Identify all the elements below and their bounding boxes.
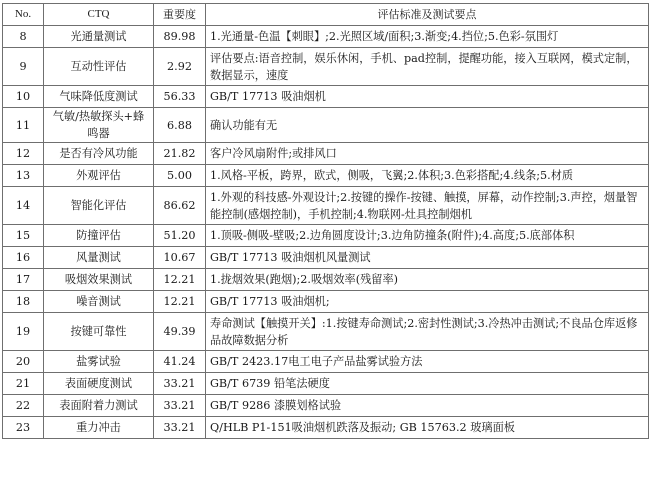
cell-weight: 12.21	[154, 269, 206, 291]
cell-criteria: GB/T 17713 吸油烟机	[206, 86, 649, 108]
table-row	[3, 351, 649, 373]
cell-weight: 2.92	[154, 48, 206, 86]
cell-weight: 51.20	[154, 225, 206, 247]
cell-no: 17	[3, 269, 44, 291]
cell-ctq: 是否有冷风功能	[44, 143, 154, 165]
header-no: No.	[3, 4, 44, 26]
cell-weight: 56.33	[154, 86, 206, 108]
header-weight: 重要度	[154, 4, 206, 26]
table-row	[3, 108, 649, 143]
table-row	[3, 48, 649, 86]
cell-ctq: 互动性评估	[44, 48, 154, 86]
cell-criteria: GB/T 17713 吸油烟机风量测试	[206, 247, 649, 269]
ctq-table	[2, 3, 649, 439]
cell-weight: 89.98	[154, 26, 206, 48]
table-row	[3, 187, 649, 225]
cell-weight: 21.82	[154, 143, 206, 165]
cell-criteria: 1.顶吸-侧吸-壁吸;2.边角圆度设计;3.边角防撞条(附件);4.高度;5.底部体积	[206, 225, 649, 247]
cell-criteria: 1.光通量-色温【刺眼】;2.光照区域/面积;3.渐变;4.挡位;5.色彩-氛围灯	[206, 26, 649, 48]
table-row	[3, 269, 649, 291]
cell-ctq: 防撞评估	[44, 225, 154, 247]
cell-no: 16	[3, 247, 44, 269]
cell-ctq: 噪音测试	[44, 291, 154, 313]
cell-criteria: 确认功能有无	[206, 108, 649, 143]
cell-weight: 6.88	[154, 108, 206, 143]
cell-ctq: 气敏/热敏探头+蜂鸣器	[44, 108, 154, 143]
cell-ctq: 表面硬度测试	[44, 373, 154, 395]
table-row	[3, 373, 649, 395]
cell-no: 21	[3, 373, 44, 395]
cell-no: 12	[3, 143, 44, 165]
cell-criteria: GB/T 17713 吸油烟机;	[206, 291, 649, 313]
cell-criteria: 1.外观的科技感-外观设计;2.按键的操作-按键、触摸，屏幕，动作控制;3.声控，烟量智能控制(感烟控制)，手机控制;4.物联网-灶具控制烟机	[206, 187, 649, 225]
table-row	[3, 165, 649, 187]
cell-no: 18	[3, 291, 44, 313]
cell-no: 15	[3, 225, 44, 247]
cell-weight: 33.21	[154, 417, 206, 439]
table-row	[3, 143, 649, 165]
cell-weight: 10.67	[154, 247, 206, 269]
cell-criteria: GB/T 6739 铅笔法硬度	[206, 373, 649, 395]
table-row	[3, 417, 649, 439]
table-row	[3, 313, 649, 351]
cell-weight: 86.62	[154, 187, 206, 225]
cell-no: 22	[3, 395, 44, 417]
cell-ctq: 盐雾试验	[44, 351, 154, 373]
cell-ctq: 风量测试	[44, 247, 154, 269]
table-body	[3, 26, 649, 439]
table-row	[3, 247, 649, 269]
table-row	[3, 86, 649, 108]
cell-criteria: GB/T 9286 漆膜划格试验	[206, 395, 649, 417]
table-row	[3, 395, 649, 417]
cell-no: 9	[3, 48, 44, 86]
cell-ctq: 气味降低度测试	[44, 86, 154, 108]
cell-weight: 33.21	[154, 373, 206, 395]
cell-no: 23	[3, 417, 44, 439]
cell-ctq: 吸烟效果测试	[44, 269, 154, 291]
cell-no: 20	[3, 351, 44, 373]
cell-ctq: 智能化评估	[44, 187, 154, 225]
cell-criteria: GB/T 2423.17电工电子产品盐雾试验方法	[206, 351, 649, 373]
cell-no: 8	[3, 26, 44, 48]
cell-ctq: 按键可靠性	[44, 313, 154, 351]
cell-no: 14	[3, 187, 44, 225]
cell-weight: 41.24	[154, 351, 206, 373]
cell-no: 10	[3, 86, 44, 108]
cell-ctq: 外观评估	[44, 165, 154, 187]
header-ctq: CTQ	[44, 4, 154, 26]
cell-ctq: 重力冲击	[44, 417, 154, 439]
table-header	[3, 4, 649, 26]
cell-no: 19	[3, 313, 44, 351]
cell-criteria: 1.拢烟效果(跑烟);2.吸烟效率(残留率)	[206, 269, 649, 291]
header-row	[3, 4, 649, 26]
cell-criteria: 客户冷风扇附件;或排风口	[206, 143, 649, 165]
cell-no: 13	[3, 165, 44, 187]
cell-no: 11	[3, 108, 44, 143]
table-row	[3, 26, 649, 48]
cell-criteria: 评估要点:语音控制，娱乐休闲，手机、pad控制，提醒功能，接入互联网，模式定制，数据显示，速度	[206, 48, 649, 86]
cell-weight: 49.39	[154, 313, 206, 351]
cell-criteria: Q/HLB P1-151吸油烟机跌落及振动; GB 15763.2 玻璃面板	[206, 417, 649, 439]
cell-criteria: 1.风格-平板，跨界，欧式，侧吸，飞翼;2.体积;3.色彩搭配;4.线条;5.材质	[206, 165, 649, 187]
cell-weight: 33.21	[154, 395, 206, 417]
table-row	[3, 291, 649, 313]
cell-ctq: 表面附着力测试	[44, 395, 154, 417]
cell-weight: 12.21	[154, 291, 206, 313]
cell-ctq: 光通量测试	[44, 26, 154, 48]
cell-criteria: 寿命测试【触摸开关】:1.按键寿命测试;2.密封性测试;3.冷热冲击测试;不良品仓库返修品故障数据分析	[206, 313, 649, 351]
table-row	[3, 225, 649, 247]
cell-weight: 5.00	[154, 165, 206, 187]
header-criteria: 评估标准及测试要点	[206, 4, 649, 26]
